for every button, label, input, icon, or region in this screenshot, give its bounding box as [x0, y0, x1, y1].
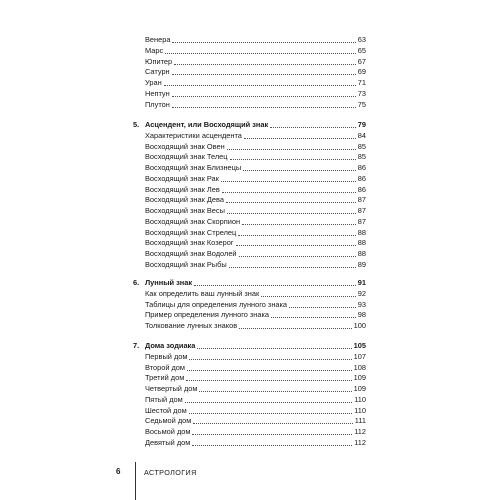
toc-entry-page: 75 [357, 99, 366, 109]
toc-entry-page: 93 [357, 299, 366, 309]
dot-leader [271, 317, 356, 318]
toc-entry-label: Толкование лунных знаков [145, 321, 238, 330]
dot-leader [186, 380, 351, 381]
toc-entry-label: Восходящий знак Скорпион [145, 216, 241, 226]
toc-entry[interactable] [145, 141, 366, 152]
toc-entry-label: Восходящий знак Лев [145, 184, 220, 194]
toc-entry-page: 69 [357, 67, 366, 77]
chapter-number: 7. [133, 341, 140, 350]
toc-entry[interactable] [145, 34, 366, 45]
toc-entry-label: Восходящий знак Овен [145, 141, 225, 151]
toc-entry-label: Нептун [145, 88, 170, 98]
toc-entry-page: 71 [357, 78, 366, 87]
toc-entry[interactable] [145, 162, 366, 173]
chapter-number: 5. [133, 120, 140, 129]
toc-entry-label: Восходящий знак Телец [145, 152, 228, 162]
toc-entry-page: 110 [354, 405, 366, 415]
dot-leader [236, 245, 356, 246]
dot-leader [222, 192, 356, 193]
chapter-heading-label: Лунный знак [145, 278, 193, 287]
toc-entry[interactable] [145, 99, 366, 110]
dot-leader [187, 370, 352, 371]
dot-leader [270, 127, 356, 128]
toc-entry-label: Восходящий знак Весы [145, 206, 225, 215]
toc-entry-page: 89 [357, 259, 366, 269]
chapter-heading-page: 79 [357, 120, 366, 129]
toc-entry[interactable] [145, 56, 366, 67]
toc-entry[interactable] [145, 309, 366, 320]
toc-entry[interactable] [145, 405, 366, 416]
chapter-heading-label: Дома зодиака [145, 341, 196, 350]
dot-leader [165, 53, 356, 54]
toc-entry-page: 67 [357, 56, 366, 66]
toc-entry[interactable] [145, 45, 366, 56]
toc-entry[interactable] [145, 173, 366, 184]
toc-entry-page: 109 [353, 373, 366, 383]
dot-leader [174, 64, 356, 65]
toc-entry[interactable] [145, 372, 366, 383]
toc-entry-page: 112 [354, 437, 366, 447]
toc-entry-page: 87 [357, 206, 366, 215]
toc-entry-page: 110 [354, 394, 366, 404]
chapter-heading-label: Асцендент, или Восходящий знак [145, 120, 269, 129]
toc-entry-label: Девятый дом [145, 437, 191, 447]
toc-entry[interactable] [145, 288, 366, 299]
toc-entry[interactable] [145, 184, 366, 195]
toc-entry-label: Восьмой дом [145, 427, 191, 436]
dot-leader [242, 224, 356, 225]
toc-entry-label: Второй дом [145, 362, 186, 372]
toc-entry-page: 88 [357, 227, 366, 237]
toc-entry[interactable] [145, 351, 366, 362]
dot-leader [172, 96, 356, 97]
toc-entry[interactable] [145, 437, 366, 448]
toc-entry-label: Третий дом [145, 373, 185, 383]
toc-entry[interactable] [145, 227, 366, 238]
toc-entry-label: Как определить ваш лунный знак [145, 288, 260, 298]
toc-entry[interactable] [145, 383, 366, 394]
toc-entry[interactable] [145, 237, 366, 248]
dot-leader [172, 74, 356, 75]
toc-entry-page: 98 [357, 310, 366, 320]
toc-entry-page: 85 [357, 152, 366, 162]
dot-leader [172, 107, 356, 108]
toc-entry-label: Седьмой дом [145, 416, 192, 426]
toc-entry-page: 84 [357, 130, 366, 140]
toc-entry-label: Первый дом [145, 351, 188, 361]
dot-leader [239, 328, 352, 329]
toc-entry-label: Сатурн [145, 67, 170, 77]
toc-entry-label: Восходящий знак Рак [145, 173, 219, 183]
dot-leader [229, 267, 356, 268]
toc-entry-page: 86 [357, 163, 366, 172]
dot-leader [221, 181, 356, 182]
toc-entry-page: 111 [354, 416, 366, 426]
dot-leader [185, 402, 353, 403]
toc-entry[interactable] [145, 320, 366, 331]
footer-running-title: АСТРОЛОГИЯ [144, 468, 197, 477]
chapter-heading-page: 105 [353, 341, 366, 350]
chapter-heading[interactable] [145, 277, 366, 288]
toc-entry-page: 87 [357, 195, 366, 205]
dot-leader [289, 307, 356, 308]
toc-entry-page: 108 [353, 362, 366, 372]
footer-divider [135, 462, 136, 500]
chapter-number: 6. [133, 278, 140, 287]
toc-entry-label: Таблицы для определения лунного знака [145, 299, 288, 309]
toc-entry-page: 86 [357, 184, 366, 194]
toc-entry-page: 88 [357, 238, 366, 248]
toc-entry-label: Уран [145, 78, 162, 87]
footer-page-number: 6 [116, 467, 121, 476]
toc-entry-page: 86 [357, 173, 366, 183]
toc-entry-page: 112 [354, 427, 366, 436]
toc-entry-label: Венера [145, 35, 171, 44]
toc-entry-label: Восходящий знак Дева [145, 195, 224, 205]
toc-entry-page: 109 [353, 384, 366, 393]
toc-entry[interactable] [145, 151, 366, 162]
toc-entry-label: Плутон [145, 99, 170, 109]
toc-entry-label: Пятый дом [145, 394, 183, 404]
toc-entry-label: Восходящий знак Близнецы [145, 163, 242, 172]
toc-entry[interactable] [145, 216, 366, 227]
dot-leader [227, 149, 356, 150]
toc-entry-page: 88 [357, 249, 366, 258]
dot-leader [192, 434, 352, 435]
dot-leader [189, 359, 351, 360]
dot-leader [238, 235, 356, 236]
toc-entry-label: Восходящий знак Водолей [145, 249, 237, 258]
toc-entry[interactable] [145, 205, 366, 216]
toc-entry-label: Четвертый дом [145, 384, 198, 393]
toc-entry-page: 100 [353, 321, 366, 330]
toc-entry-page: 65 [357, 45, 366, 55]
toc-entry-label: Восходящий знак Стрелец [145, 227, 237, 237]
toc-entry-label: Восходящий знак Козерог [145, 238, 234, 248]
toc-entry[interactable] [145, 394, 366, 405]
dot-leader [239, 256, 356, 257]
toc-entry-page: 73 [357, 88, 366, 98]
dot-leader [193, 423, 352, 424]
dot-leader [244, 138, 356, 139]
toc-entry-page: 107 [353, 351, 366, 361]
dot-leader [197, 348, 351, 349]
toc-entry-page: 87 [357, 216, 366, 226]
toc-entry[interactable] [145, 248, 366, 259]
toc-entry[interactable] [145, 88, 366, 99]
toc-entry[interactable] [145, 130, 366, 141]
toc-entry[interactable] [145, 299, 366, 310]
toc-entry[interactable] [145, 77, 366, 88]
toc-entry-page: 92 [357, 288, 366, 298]
toc-entry[interactable] [145, 426, 366, 437]
toc-entry-label: Характеристики асцендента [145, 130, 242, 140]
dot-leader [172, 42, 355, 43]
toc-entry[interactable] [145, 415, 366, 426]
toc-entry-page: 63 [357, 35, 366, 44]
toc-entry-label: Юпитер [145, 56, 173, 66]
toc-entry[interactable] [145, 194, 366, 205]
dot-leader [199, 391, 351, 392]
dot-leader [189, 413, 353, 414]
dot-leader [192, 445, 352, 446]
dot-leader [243, 170, 356, 171]
toc-entry[interactable] [145, 66, 366, 77]
dot-leader [230, 159, 356, 160]
dot-leader [164, 85, 356, 86]
dot-leader [261, 296, 356, 297]
toc-entry[interactable] [145, 259, 366, 270]
toc-entry-label: Пример определения лунного знака [145, 310, 270, 320]
chapter-heading[interactable] [145, 119, 366, 130]
chapter-heading-page: 91 [357, 278, 366, 287]
toc-entry-label: Марс [145, 45, 164, 55]
toc-entry-label: Шестой дом [145, 405, 187, 415]
dot-leader [194, 285, 356, 286]
dot-leader [226, 202, 356, 203]
chapter-heading[interactable] [145, 340, 366, 351]
toc-entry-page: 85 [357, 141, 366, 151]
dot-leader [227, 213, 356, 214]
toc-entry-label: Восходящий знак Рыбы [145, 259, 227, 269]
toc-entry[interactable] [145, 362, 366, 373]
